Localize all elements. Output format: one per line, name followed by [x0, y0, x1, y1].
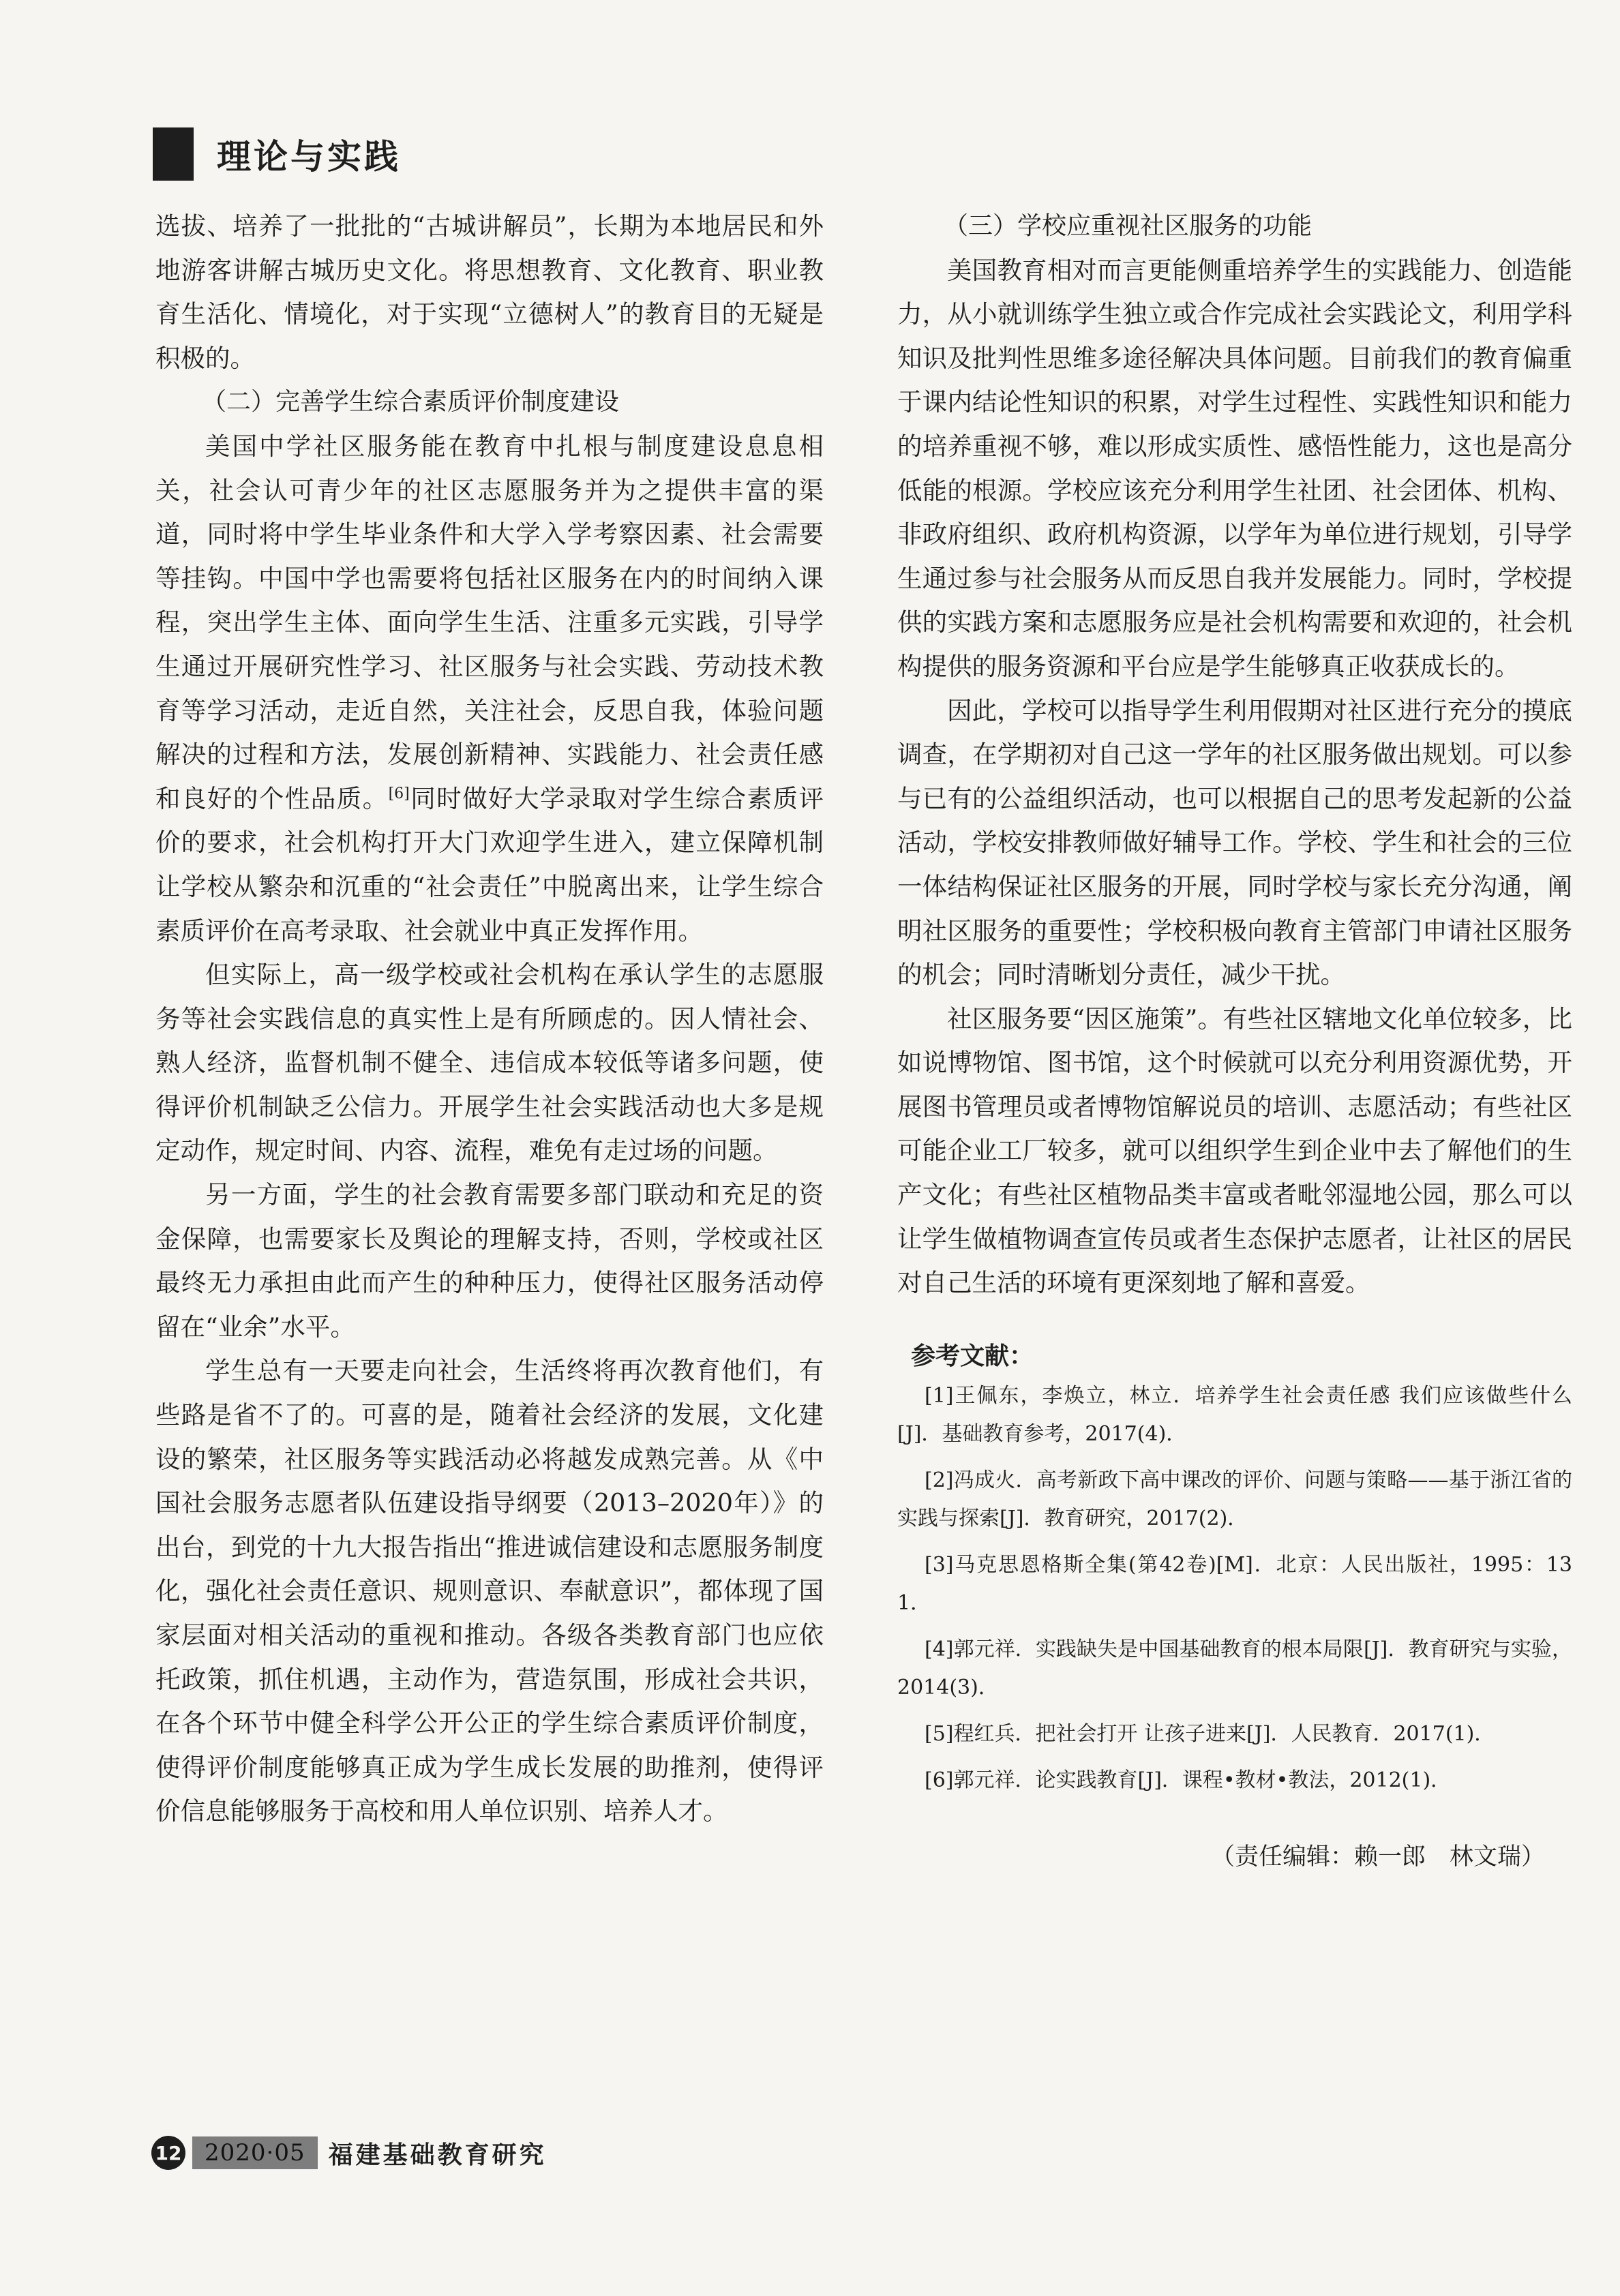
reference-item: [3]马克思恩格斯全集(第42卷)[M]．北京：人民出版社，1995：131． — [897, 1552, 1572, 1615]
paragraph: 但实际上，高一级学校或社会机构在承认学生的志愿服务等社会实践信息的真实性上是有所顾虑的。因人情社会、熟人经济，监督机制不健全、违信成本较低等诸多问题，使得评价机制缺乏公信力。开展学生社会实践活动也大多是规定动作，规定时间、内容、流程，难免有走过场的问题。 — [155, 960, 824, 1166]
paragraph — [155, 425, 824, 953]
reference-item: [4]郭元祥．实践缺失是中国基础教育的根本局限[J]．教育研究与实验，2014(3)． — [897, 1637, 1572, 1700]
reference-item: [6]郭元祥．论实践教育[J]．课程•教材•教法，2012(1)． — [925, 1768, 1452, 1792]
page-number: 12 — [151, 2136, 185, 2170]
right-column — [897, 205, 1572, 1872]
editor-credit: （责任编辑：赖一郎 林文瑞） — [1210, 1843, 1545, 1871]
citation-marker: [6] — [388, 785, 410, 802]
page-footer — [151, 2131, 547, 2175]
left-column — [155, 205, 824, 1834]
paragraph: 社区服务要“因区施策”。有些社区辖地文化单位较多，比如说博物馆、图书馆，这个时候就可以充分利用资源优势，开展图书管理员或者博物馆解说员的培训、志愿活动；有些社区可能企业工厂较多，就可以组织学生到企业中去了解他们的生产文化；有些社区植物品类丰富或者毗邻湿地公园，那么可以让学生做植物调查宣传员或者生态保护志愿者，让社区的居民对自己生活的环境有更深刻地了解和喜爱。 — [897, 1003, 1572, 1298]
paragraph: 另一方面，学生的社会教育需要多部门联动和充足的资金保障，也需要家长及舆论的理解支持，否则，学校或社区最终无力承担由此而产生的种种压力，使得社区服务活动停留在“业余”水平。 — [155, 1180, 824, 1342]
paragraph: 因此，学校可以指导学生利用假期对社区进行充分的摸底调查，在学期初对自己这一学年的社区服务做出规划。可以参与已有的公益组织活动，也可以根据自己的思考发起新的公益活动，学校安排教师做好辅导工作。学校、学生和社会的三位一体结构保证社区服务的开展，同时学校与家长充分沟通，阐明社区服务的重要性；学校积极向教育主管部门申请社区服务的机会；同时清晰划分责任，减少干扰。 — [897, 695, 1572, 990]
journal-name: 福建基础教育研究 — [328, 2140, 547, 2169]
paragraph-text: 美国中学社区服务能在教育中扎根与制度建设息息相关，社会认可青少年的社区志愿服务并为之提供丰富的渠道，同时将中学生毕业条件和大学入学考察因素、社会需要等挂钩。中国中学也需要将包括社区服务在内的时间纳入课程，突出学生主体、面向学生生活、注重多元实践，引导学生通过开展研究性学习、社区服务与社会实践、劳动技术教育等学习活动，走近自然，关注社会，反思自我，体验问题解决的过程和方法，发展创新精神、实践能力、社会责任感和良好的个性品质。 — [155, 431, 824, 813]
subheading: （二）完善学生综合素质评价制度建设 — [202, 388, 620, 417]
paragraph: 选拔、培养了一批批的“古城讲解员”，长期为本地居民和外地游客讲解古城历史文化。将思想教育、文化教育、职业教育生活化、情境化，对于实现“立德树人”的教育目的无疑是积极的。 — [155, 211, 824, 373]
issue-label: 2020·05 — [192, 2136, 318, 2169]
paragraph: 学生总有一天要走向社会，生活终将再次教育他们，有些路是省不了的。可喜的是，随着社会经济的发展，文化建设的繁荣，社区服务等实践活动必将越发成熟完善。从《中国社会服务志愿者队伍建设指导纲要（2013–2020年）》的出台，到党的十九大报告指出“推进诚信建设和志愿服务制度化，强化社会责任意识、规则意识、奉献意识”，都体现了国家层面对相关活动的重视和推动。各级各类教育部门也应依托政策，抓住机遇，主动作为，营造氛围，形成社会共识，在各个环节中健全科学公开公正的学生综合素质评价制度，使得评价制度能够真正成为学生成长发展的助推剂，使得评价信息能够服务于高校和用人单位识别、培养人才。 — [155, 1356, 824, 1826]
subheading: （三）学校应重视社区服务的功能 — [944, 212, 1312, 240]
reference-item: [5]程红兵．把社会打开 让孩子进来[J]．人民教育．2017(1)． — [925, 1721, 1495, 1746]
paragraph: 美国教育相对而言更能侧重培养学生的实践能力、创造能力，从小就训练学生独立或合作完成社会实践论文，利用学科知识及批判性思维多途径解决具体问题。目前我们的教育偏重于课内结论性知识的积累，对学生过程性、实践性知识和能力的培养重视不够，难以形成实质性、感悟性能力，这也是高分低能的根源。学校应该充分利用学生社团、社会团体、机构、非政府组织、政府机构资源，以学年为单位进行规划，引导学生通过参与社会服务从而反思自我并发展能力。同时，学校提供的实践方案和志愿服务应是社会机构需要和欢迎的，社会机构提供的服务资源和平台应是学生能够真正收获成长的。 — [897, 255, 1572, 681]
reference-item: [1]王佩东，李焕立，林立．培养学生社会责任感 我们应该做些什么[J]．基础教育参考，2017(4)． — [897, 1383, 1572, 1446]
section-header — [153, 127, 401, 181]
paragraph-text: 同时做好大学录取对学生综合素质评价的要求，社会机构打开大门欢迎学生进入，建立保障机制让学校从繁杂和沉重的“社会责任”中脱离出来，让学生综合素质评价在高考录取、社会就业中真正发挥作用。 — [155, 783, 824, 946]
section-title: 理论与实践 — [217, 137, 401, 177]
reference-item: [2]冯成火．高考新政下高中课改的评价、问题与策略——基于浙江省的实践与探索[J]．教育研究，2017(2)． — [897, 1468, 1572, 1530]
references-title: 参考文献： — [911, 1342, 1034, 1370]
header-marker-block — [153, 127, 194, 181]
